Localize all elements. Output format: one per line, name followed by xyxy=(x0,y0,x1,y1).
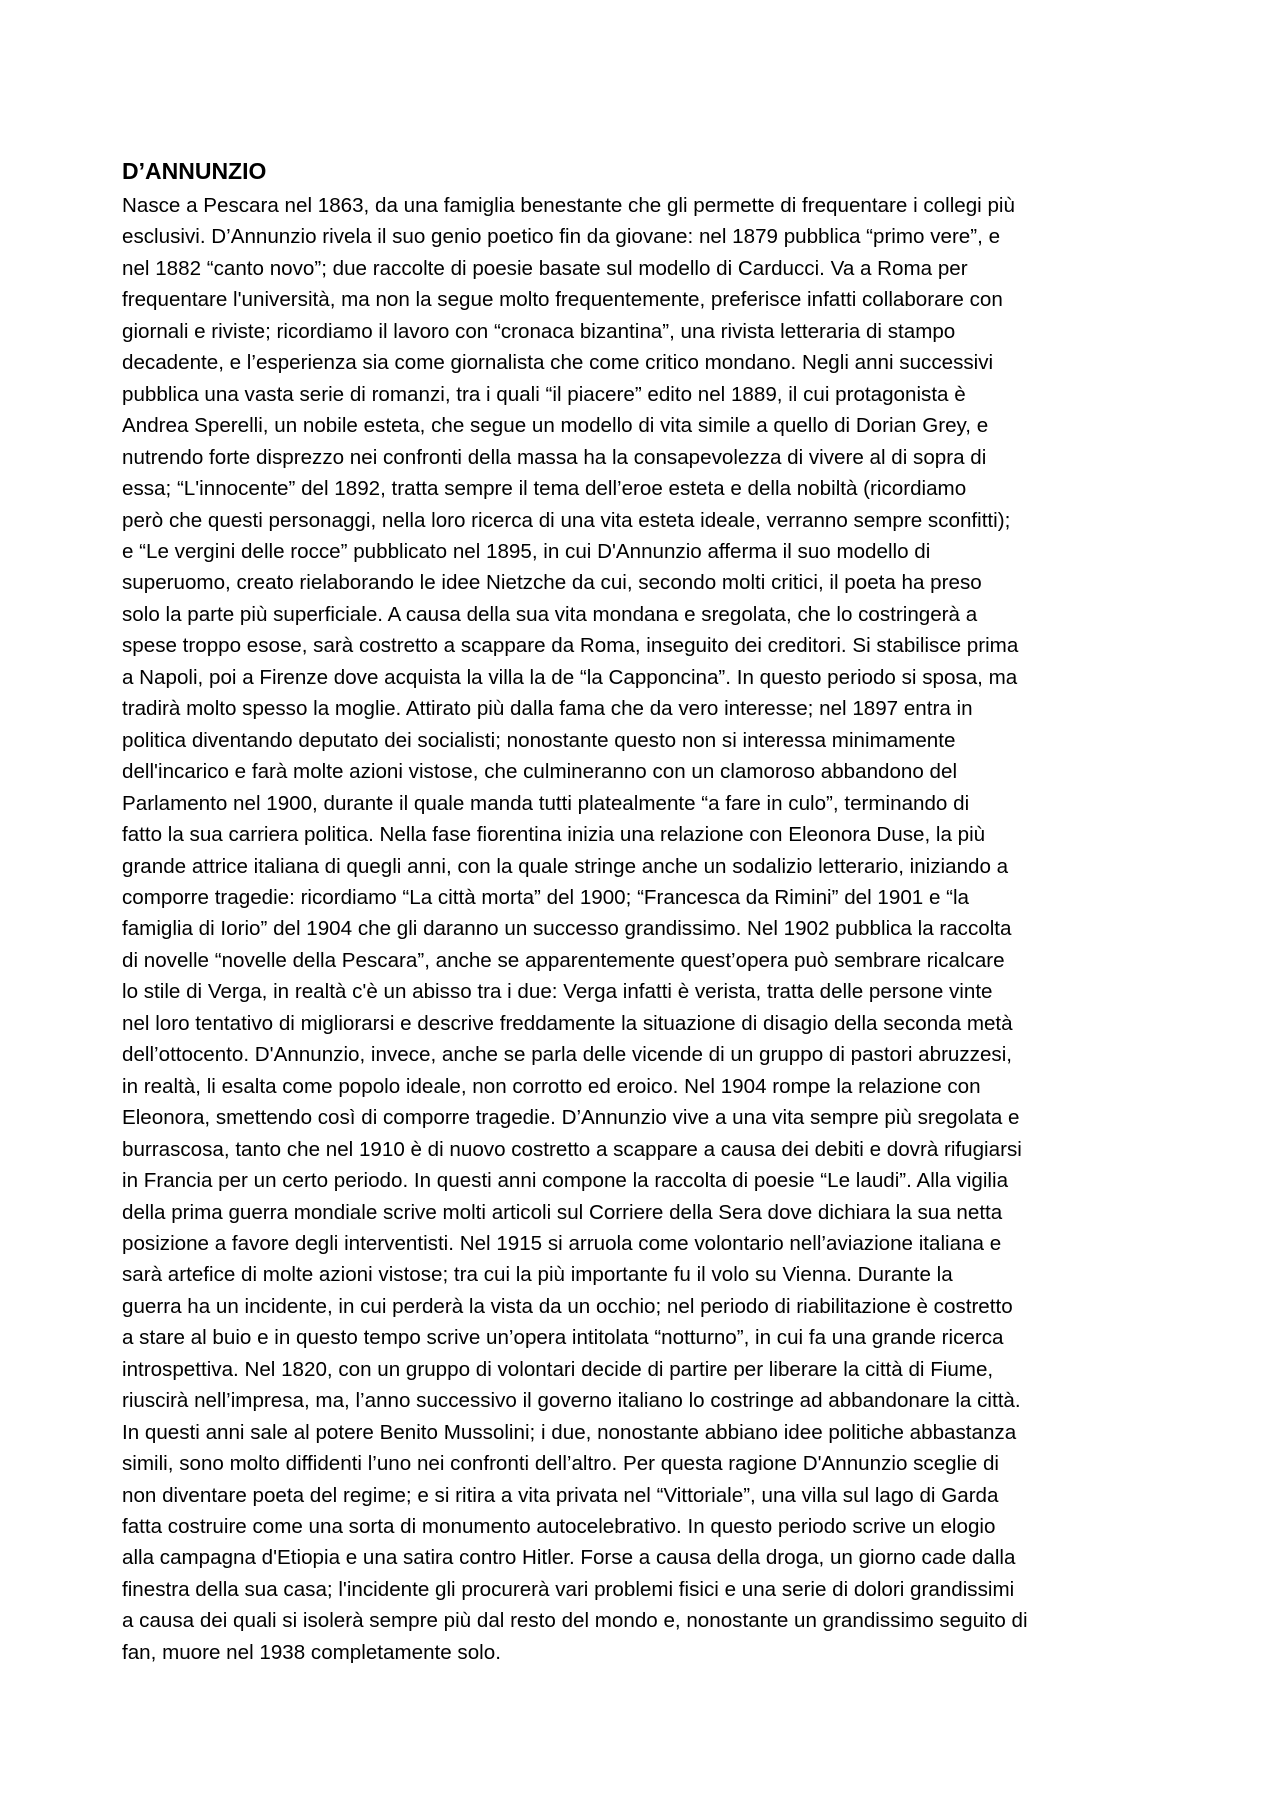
paragraph-line: nutrendo forte disprezzo nei confronti della massa ha la consapevolezza di vivere al di sopra di xyxy=(122,445,987,469)
document-body xyxy=(122,190,1182,1668)
paragraph-line: essa; “L'innocente” del 1892, tratta sempre il tema dell’eroe esteta e della nobiltà (ricordiamo xyxy=(122,477,967,501)
paragraph-line: simili, sono molto diffidenti l’uno nei confronti dell’altro. Per questa ragione D'Annunzio sceglie di xyxy=(122,1452,999,1476)
paragraph-line: giornali e riviste; ricordiamo il lavoro con “cronaca bizantina”, una rivista letteraria di stampo xyxy=(122,319,956,343)
paragraph-line: Andrea Sperelli, un nobile esteta, che segue un modello di vita simile a quello di Dorian Grey, e xyxy=(122,414,989,438)
paragraph-line: Nasce a Pescara nel 1863, da una famiglia benestante che gli permette di frequentare i collegi più xyxy=(122,194,1015,217)
paragraph-line: famiglia di Iorio” del 1904 che gli daranno un successo grandissimo. Nel 1902 pubblica la raccolta xyxy=(122,917,1012,941)
document-title: D’ANNUNZIO xyxy=(122,158,267,184)
paragraph-line: in Francia per un certo periodo. In questi anni compone la raccolta di poesie “Le laudi”. Alla vigilia xyxy=(122,1169,1009,1193)
paragraph-line: fatto la sua carriera politica. Nella fase fiorentina inizia una relazione con Eleonora Duse, la più xyxy=(122,823,986,847)
paragraph-line: di novelle “novelle della Pescara”, anche se apparentemente quest’opera può sembrare ricalcare xyxy=(122,948,1005,972)
paragraph-line: posizione a favore degli interventisti. Nel 1915 si arruola come volontario nell’aviazione italiana e xyxy=(122,1231,1002,1255)
paragraph-line: della prima guerra mondiale scrive molti articoli sul Corriere della Sera dove dichiara la sua netta xyxy=(122,1200,1003,1224)
paragraph-line: dell'incarico e farà molte azioni vistose, che culmineranno con un clamoroso abbandono del xyxy=(122,760,958,784)
paragraph-line: a Napoli, poi a Firenze dove acquista la villa la de “la Capponcina”. In questo periodo si sposa, ma xyxy=(122,665,1018,689)
paragraph-line: riuscirà nell’impresa, ma, l’anno successivo il governo italiano lo costringe ad abbandonare la città. xyxy=(122,1389,1021,1413)
paragraph-line: non diventare poeta del regime; e si ritira a vita privata nel “Vittoriale”, una villa sul lago di Garda xyxy=(122,1483,999,1507)
paragraph-line: in realtà, li esalta come popolo ideale, non corrotto ed eroico. Nel 1904 rompe la relazione con xyxy=(122,1074,981,1098)
paragraph-line: e “Le vergini delle rocce” pubblicato nel 1895, in cui D'Annunzio afferma il suo modello di xyxy=(122,539,931,563)
paragraph-line: dell’ottocento. D'Annunzio, invece, anche se parla delle vicende di un gruppo di pastori abruzzesi, xyxy=(122,1043,1013,1067)
paragraph-line: a stare al buio e in questo tempo scrive un’opera intitolata “notturno”, in cui fa una grande ricerca xyxy=(122,1326,1004,1350)
paragraph-line: comporre tragedie: ricordiamo “La città morta” del 1900; “Francesca da Rimini” del 1901 e “la xyxy=(122,885,970,909)
paragraph-line: spese troppo esose, sarà costretto a scappare da Roma, inseguito dei creditori. Si stabilisce prima xyxy=(122,634,1019,658)
paragraph-line: solo la parte più superficiale. A causa della sua vita mondana e sregolata, che lo costringerà a xyxy=(122,602,978,626)
paragraph-line: a causa dei quali si isolerà sempre più dal resto del mondo e, nonostante un grandissimo seguito di xyxy=(122,1609,1028,1633)
paragraph-line: finestra della sua casa; l'incidente gli procurerà vari problemi fisici e una serie di dolori grandissimi xyxy=(122,1577,1015,1601)
paragraph-line: grande attrice italiana di quegli anni, con la quale stringe anche un sodalizio letterario, iniziando a xyxy=(122,854,1009,878)
paragraph-line: tradirà molto spesso la moglie. Attirato più dalla fama che da vero interesse; nel 1897 entra in xyxy=(122,697,973,721)
paragraph-line: pubblica una vasta serie di romanzi, tra i quali “il piacere” edito nel 1889, il cui protagonista è xyxy=(122,382,966,406)
paragraph-line: nel 1882 “canto novo”; due raccolte di poesie basate sul modello di Carducci. Va a Roma per xyxy=(122,256,968,280)
paragraph-line: lo stile di Verga, in realtà c'è un abisso tra i due: Verga infatti è verista, tratta delle persone vinte xyxy=(122,980,993,1004)
paragraph-line: però che questi personaggi, nella loro ricerca di una vita esteta ideale, verranno sempre sconfitti); xyxy=(122,508,1011,532)
paragraph-line: frequentare l'università, ma non la segue molto frequentemente, preferisce infatti collaborare con xyxy=(122,288,1003,312)
paragraph-line: Eleonora, smettendo così di comporre tragedie. D’Annunzio vive a una vita sempre più sregolata e xyxy=(122,1106,1020,1130)
paragraph-line: guerra ha un incidente, in cui perderà la vista da un occhio; nel periodo di riabilitazione è costretto xyxy=(122,1294,1013,1318)
paragraph-line: decadente, e l’esperienza sia come giornalista che come critico mondano. Negli anni successivi xyxy=(122,351,994,375)
paragraph-line: introspettiva. Nel 1820, con un gruppo di volontari decide di partire per liberare la città di Fiume, xyxy=(122,1357,994,1381)
paragraph-line: fatta costruire come una sorta di monumento autocelebrativo. In questo periodo scrive un elogio xyxy=(122,1515,996,1539)
paragraph-line: fan, muore nel 1938 completamente solo. xyxy=(122,1640,501,1664)
paragraph-line: alla campagna d'Etiopia e una satira contro Hitler. Forse a causa della droga, un giorno cade dalla xyxy=(122,1546,1016,1570)
paragraph-line: burrascosa, tanto che nel 1910 è di nuovo costretto a scappare a causa dei debiti e dovrà rifugiarsi xyxy=(122,1137,1022,1161)
paragraph-line: sarà artefice di molte azioni vistose; tra cui la più importante fu il volo su Vienna. Durante la xyxy=(122,1263,953,1287)
paragraph-line: superuomo, creato rielaborando le idee Nietzche da cui, secondo molti critici, il poeta ha preso xyxy=(122,571,982,595)
paragraph-line: esclusivi. D’Annunzio rivela il suo genio poetico fin da giovane: nel 1879 pubblica “primo vere”, e xyxy=(122,225,1001,249)
paragraph-line: Parlamento nel 1900, durante il quale manda tutti platealmente “a fare in culo”, terminando di xyxy=(122,791,970,815)
paragraph-line: In questi anni sale al potere Benito Mussolini; i due, nonostante abbiano idee politiche abbastanza xyxy=(122,1420,1017,1444)
paragraph-line: politica diventando deputato dei socialisti; nonostante questo non si interessa minimamente xyxy=(122,728,956,752)
paragraph-line: nel loro tentativo di migliorarsi e descrive freddamente la situazione di disagio della seconda metà xyxy=(122,1011,1013,1035)
